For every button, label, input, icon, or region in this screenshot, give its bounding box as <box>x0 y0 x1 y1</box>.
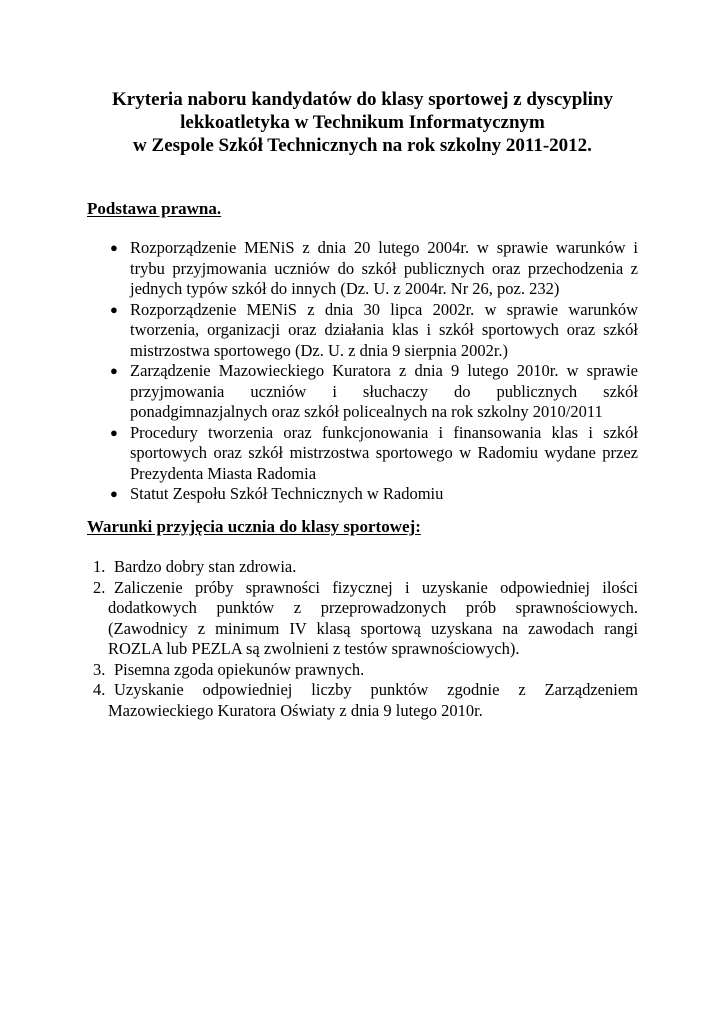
list-item <box>93 578 638 660</box>
bullet-icon: ● <box>110 363 118 378</box>
list-item-text: Pisemna zgoda opiekunów prawnych. <box>114 659 365 679</box>
admission-conditions-heading: Warunki przyjęcia ucznia do klasy sportowej: <box>87 517 421 536</box>
list-item <box>108 361 638 423</box>
list-item <box>108 300 638 362</box>
document-title <box>60 88 665 157</box>
list-item-text: Rozporządzenie MENiS z dnia 20 lutego 2004r. w sprawie warunków i trybu przyjmowania uczniów do szkół publicznych oraz przechodzenia z jednych typów szkół do innych (Dz. U. z 2004r. Nr 26, poz. 232) <box>130 238 638 298</box>
title-line-2: lekkoatletyka w Technikum Informatycznym <box>180 112 545 133</box>
title-line-1: Kryteria naboru kandydatów do klasy sportowej z dyscypliny <box>112 89 613 110</box>
bullet-icon: ● <box>110 486 118 501</box>
list-item-text: Uzyskanie odpowiedniej liczby punktów zgodnie z Zarządzeniem Mazowieckiego Kuratora Oświaty z dnia 9 lutego 2010r. <box>108 680 638 720</box>
list-item-text: Procedury tworzenia oraz funkcjonowania i finansowania klas i szkół sportowych oraz szkół mistrzostwa sportowego w Radomiu wydane przez Prezydenta Miasta Radomia <box>130 422 638 483</box>
list-item-text: Rozporządzenie MENiS z dnia 30 lipca 2002r. w sprawie warunków tworzenia, organizacji oraz działania klas i szkół sportowych oraz szkół mistrzostwa sportowego (Dz. U. z dnia 9 sierpnia 2002r.) <box>130 299 638 360</box>
bullet-icon: ● <box>110 240 118 255</box>
list-item <box>93 660 638 681</box>
list-item <box>108 423 638 485</box>
list-item-text: Bardzo dobry stan zdrowia. <box>114 557 297 576</box>
legal-basis-heading: Podstawa prawna. <box>87 199 222 218</box>
list-item-text: Zarządzenie Mazowieckiego Kuratora z dnia 9 lutego 2010r. w sprawie przyjmowania uczniów i słuchaczy do publicznych szkół ponadgimnazjalnych oraz szkół policealnych na rok szkolny 2010/2011 <box>130 361 638 421</box>
legal-basis-list <box>108 238 638 505</box>
list-number: 1. <box>93 557 106 576</box>
bullet-icon: ● <box>110 424 118 440</box>
title-line-3: w Zespole Szkół Technicznych na rok szkolny 2011-2012. <box>133 135 592 156</box>
bullet-icon: ● <box>110 301 118 317</box>
list-item <box>108 484 638 505</box>
list-item <box>93 680 638 721</box>
list-number: 4. <box>93 680 106 699</box>
list-item <box>93 557 638 578</box>
list-number: 3. <box>93 659 106 679</box>
list-item-text: Zaliczenie próby sprawności fizycznej i uzyskanie odpowiedniej ilości dodatkowych punktów z przeprowadzonych prób sprawnościowych. (Zawodnicy z minimum IV klasą sportową uzyskana na zawodach rangi ROZLA lub PEZLA są zwolnieni z testów sprawnościowych). <box>108 577 638 658</box>
list-number: 2. <box>93 577 106 597</box>
admission-conditions-list <box>93 557 638 721</box>
list-item <box>108 238 638 300</box>
list-item-text: Statut Zespołu Szkół Technicznych w Radomiu <box>130 484 444 503</box>
